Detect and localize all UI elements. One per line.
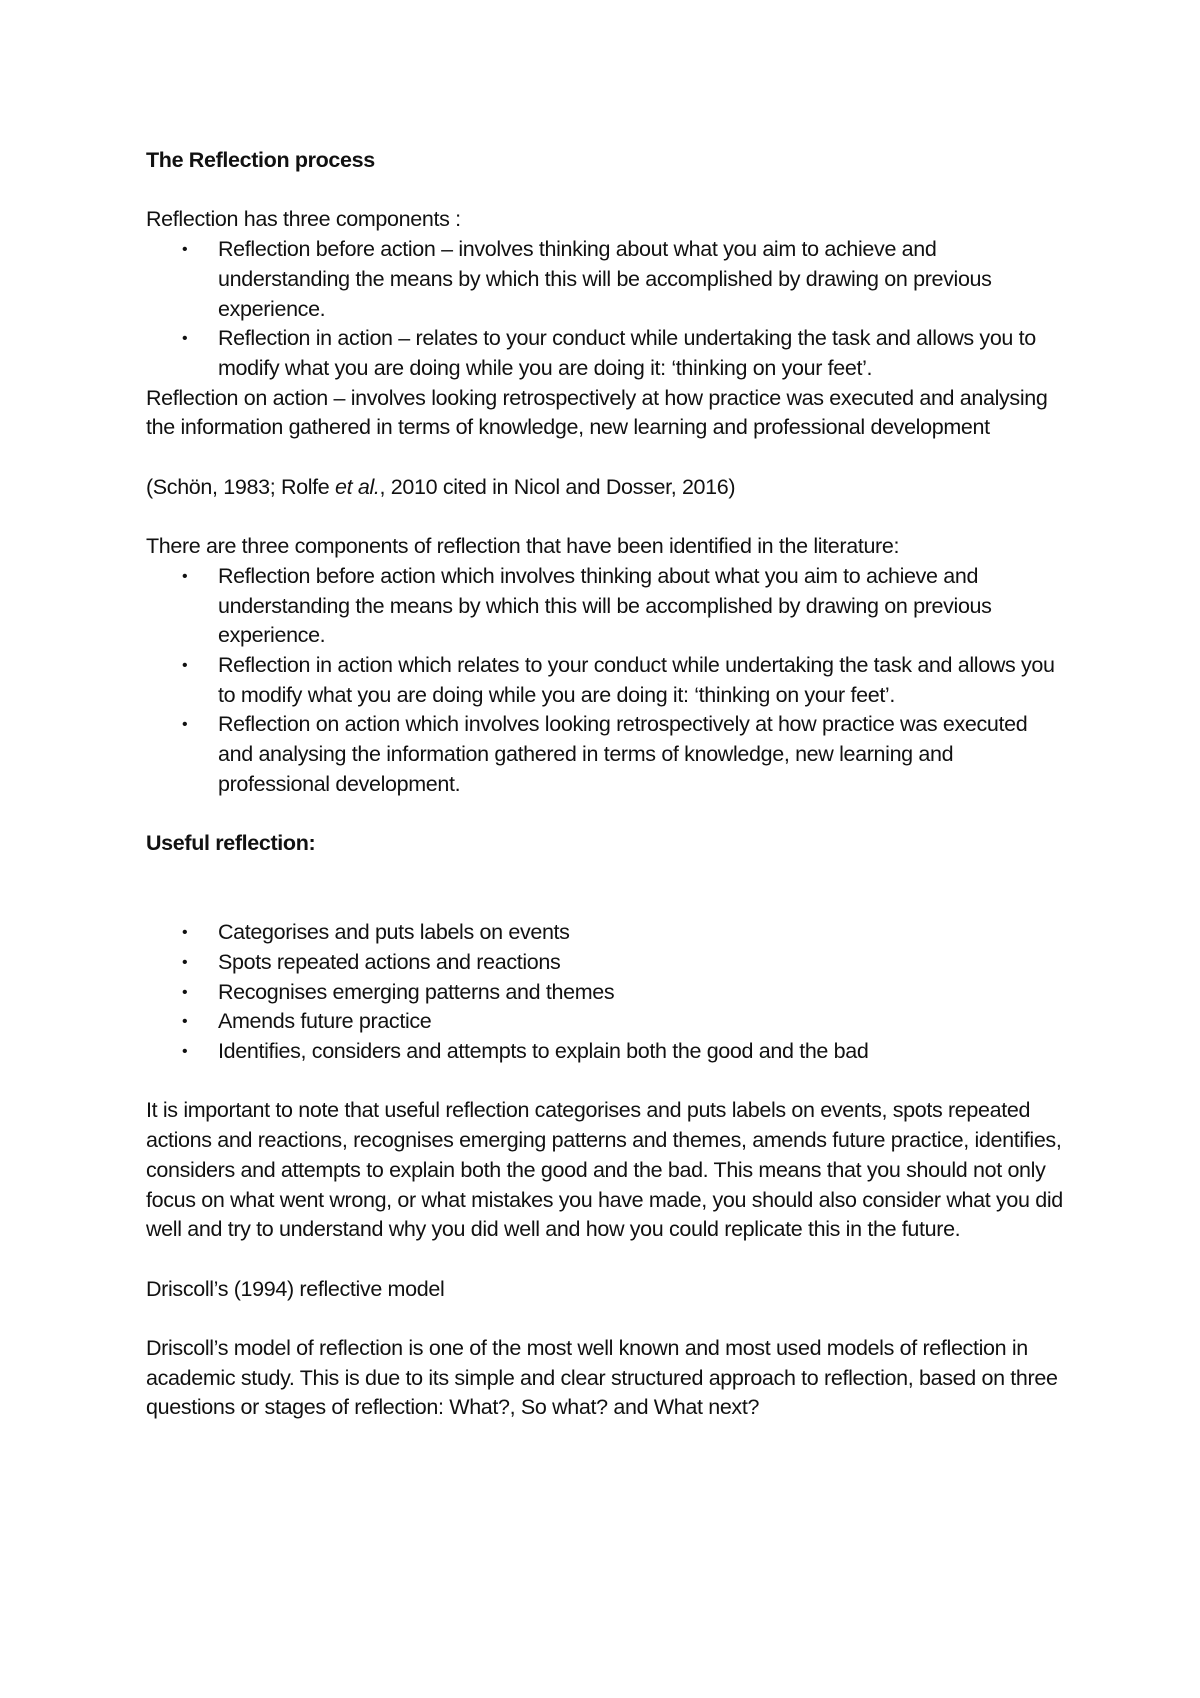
useful-bullet-list — [146, 918, 1066, 1067]
section2-bullet-list — [146, 562, 1066, 800]
list-item — [182, 948, 1066, 978]
list-item — [182, 1007, 1066, 1037]
bullet-icon: • — [182, 1043, 188, 1061]
list-item — [182, 710, 1066, 799]
list-item — [182, 324, 1066, 383]
spacer — [146, 859, 1066, 918]
section1-bullet-list — [146, 235, 1066, 384]
bullet-icon: • — [182, 716, 188, 734]
useful-heading: Useful reflection: — [146, 831, 316, 856]
document-page — [146, 146, 1066, 1423]
bullet-icon: • — [182, 567, 188, 585]
spacer — [146, 1245, 1066, 1275]
spacer — [146, 502, 1066, 532]
list-item-text: Reflection on action which involves looking retrospectively at how practice was executed and analysing the information gathered in terms of knowledge, new learning and professional development. — [218, 712, 1028, 796]
useful-paragraph: It is important to note that useful reflection categorises and puts labels on events, spots repeated actions and reactions, recognises emerging patterns and themes, amends future practice, identifies, considers and attempts to explain both the good and the bad. This means that you should not only focus on what went wrong, or what mistakes you have made, you should also consider what you did well and try to understand why you did well and how you could replicate this in the future. — [146, 1098, 1063, 1242]
section1-tail: Reflection on action – involves looking retrospectively at how practice was executed and analysing the information gathered in terms of knowledge, new learning and professional development — [146, 385, 1048, 440]
list-item — [182, 651, 1066, 710]
list-item — [182, 562, 1066, 651]
list-item-text: Reflection before action – involves thinking about what you aim to achieve and understanding the means by which this will be accomplished by drawing on previous experience. — [218, 237, 992, 321]
list-item — [182, 978, 1066, 1008]
list-item — [182, 235, 1066, 324]
list-item — [182, 1037, 1066, 1067]
list-item — [182, 918, 1066, 948]
bullet-icon: • — [182, 330, 188, 348]
spacer — [146, 443, 1066, 473]
driscoll-heading: Driscoll’s (1994) reflective model — [146, 1276, 445, 1301]
spacer — [146, 1067, 1066, 1097]
bullet-icon: • — [182, 924, 188, 942]
citation-text-before: (Schön, 1983; Rolfe — [146, 474, 336, 499]
driscoll-paragraph: Driscoll’s model of reflection is one of the most well known and most used models of reflection in academic study. This is due to its simple and clear structured approach to reflection, based on three questions or stages of reflection: What?, So what? and What next? — [146, 1336, 1058, 1420]
citation — [146, 473, 1066, 503]
spacer — [146, 799, 1066, 829]
bullet-icon: • — [182, 1013, 188, 1031]
list-item-text: Spots repeated actions and reactions — [218, 949, 561, 974]
section1-intro: Reflection has three components : — [146, 207, 461, 232]
citation-text-after: , 2010 cited in Nicol and Dosser, 2016) — [379, 474, 736, 499]
list-item-text: Identifies, considers and attempts to explain both the good and the bad — [218, 1039, 869, 1064]
list-item-text: Categorises and puts labels on events — [218, 920, 570, 945]
bullet-icon: • — [182, 656, 188, 674]
list-item-text: Reflection in action – relates to your conduct while undertaking the task and allows you to modify what you are doing while you are doing it: ‘thinking on your feet’. — [218, 326, 1036, 380]
bullet-icon: • — [182, 983, 188, 1001]
list-item-text: Reflection in action which relates to your conduct while undertaking the task and allows you to modify what you are doing while you are doing it: ‘thinking on your feet’. — [218, 652, 1055, 707]
list-item-text: Recognises emerging patterns and themes — [218, 979, 615, 1004]
section2-intro: There are three components of reflection that have been identified in the literature: — [146, 534, 900, 559]
bullet-icon: • — [182, 241, 188, 259]
spacer — [146, 176, 1066, 206]
citation-italic: et al. — [335, 474, 380, 499]
bullet-icon: • — [182, 953, 188, 971]
list-item-text: Amends future practice — [218, 1009, 432, 1034]
document-title: The Reflection process — [146, 148, 375, 172]
spacer — [146, 1304, 1066, 1334]
list-item-text: Reflection before action which involves thinking about what you aim to achieve and understanding the means by which this will be accomplished by drawing on previous experience. — [218, 563, 992, 648]
